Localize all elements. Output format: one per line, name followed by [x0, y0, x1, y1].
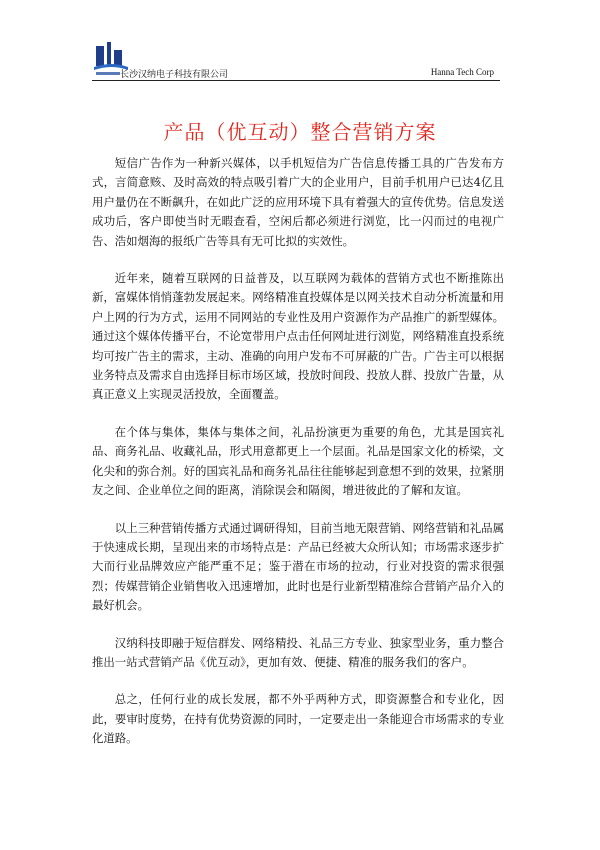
company-name-cn: 长沙汉纳电子科技有限公司 [120, 70, 229, 80]
paragraph-conclusion: 总之，任何行业的成长发展，都不外乎两种方式，即资源整合和专业化，因此，要审时度势，在持有优势资源的同时，一定要走出一条能迎合市场需求的专业化道路。 [92, 692, 504, 746]
page-header [92, 40, 500, 80]
paragraph-hanna-product: 汉纳科技即融于短信群发、网络精投、礼品三方专业、独家型业务，重力整合推出一站式营销产品《优互动》，更加有效、便捷、精准的服务我们的客户。 [92, 635, 504, 669]
paragraph-market-analysis: 以上三种营销传播方式通过调研得知，目前当地无限营销、网络营销和礼品属于快速成长期，呈现出来的市场特点是：产品已经被大众所认知；市场需求逐步扩大而行业品牌效应产能严重不足；鉴于潜在市场的拉动，行业对投资的需求很强烈；传媒营销企业销售收入迅速增加，此时也是行业新型精准综合营销产品介入的最好机会。 [92, 520, 504, 613]
paragraph-gifts: 在个体与集体，集体与集体之间，礼品扮演更为重要的角色，尤其是国宾礼品、商务礼品、收藏礼品，形式用意都更上一个层面。礼品是国家文化的桥梁，文化尖和的弥合剂。好的国宾礼品和商务礼品往往能够起到意想不到的效果，拉紧朋友之间、企业单位之间的距离，消除误会和隔阂，增进彼此的了解和友谊。 [92, 424, 504, 498]
header-divider [92, 80, 500, 81]
document-body [92, 154, 504, 767]
document-title: 产品（优互动）整合营销方案 [163, 120, 437, 144]
company-name-en: Hanna Tech Corp [430, 67, 494, 77]
paragraph-internet-marketing: 近年来，随着互联网的日益普及，以互联网为载体的营销方式也不断推陈出新，富媒体悄悄蓬勃发展起来。网络精准直投媒体是以网关技术自动分析流量和用户上网的行为方式，运用不同网站的专业性及用户资源作为产品推广的新型媒体。通过这个媒体传播平台，不论宽带用户点击任何网址进行浏览，网络精准直投系统均可按广告主的需求，主动、准确的向用户发布不可屏蔽的广告。广告主可以根据业务特点及需求自由选择目标市场区域，投放时间段、投放人群、投放广告量，从真正意义上实现灵活投放，全面覆盖。 [92, 271, 504, 402]
paragraph-sms-ads: 短信广告作为一种新兴媒体，以手机短信为广告信息传播工具的广告发布方式，言简意赅、及时高效的特点吸引着广大的企业用户，目前手机用户已达4亿且用户量仍在不断飙升，在如此广泛的应用环境下具有着强大的宣传优势。信息发送成功后，客户即使当时无暇查看，空闲后都必须进行浏览，比一闪而过的电视广告、浩如烟海的报纸广告等具有无可比拟的实效性。 [92, 156, 504, 248]
